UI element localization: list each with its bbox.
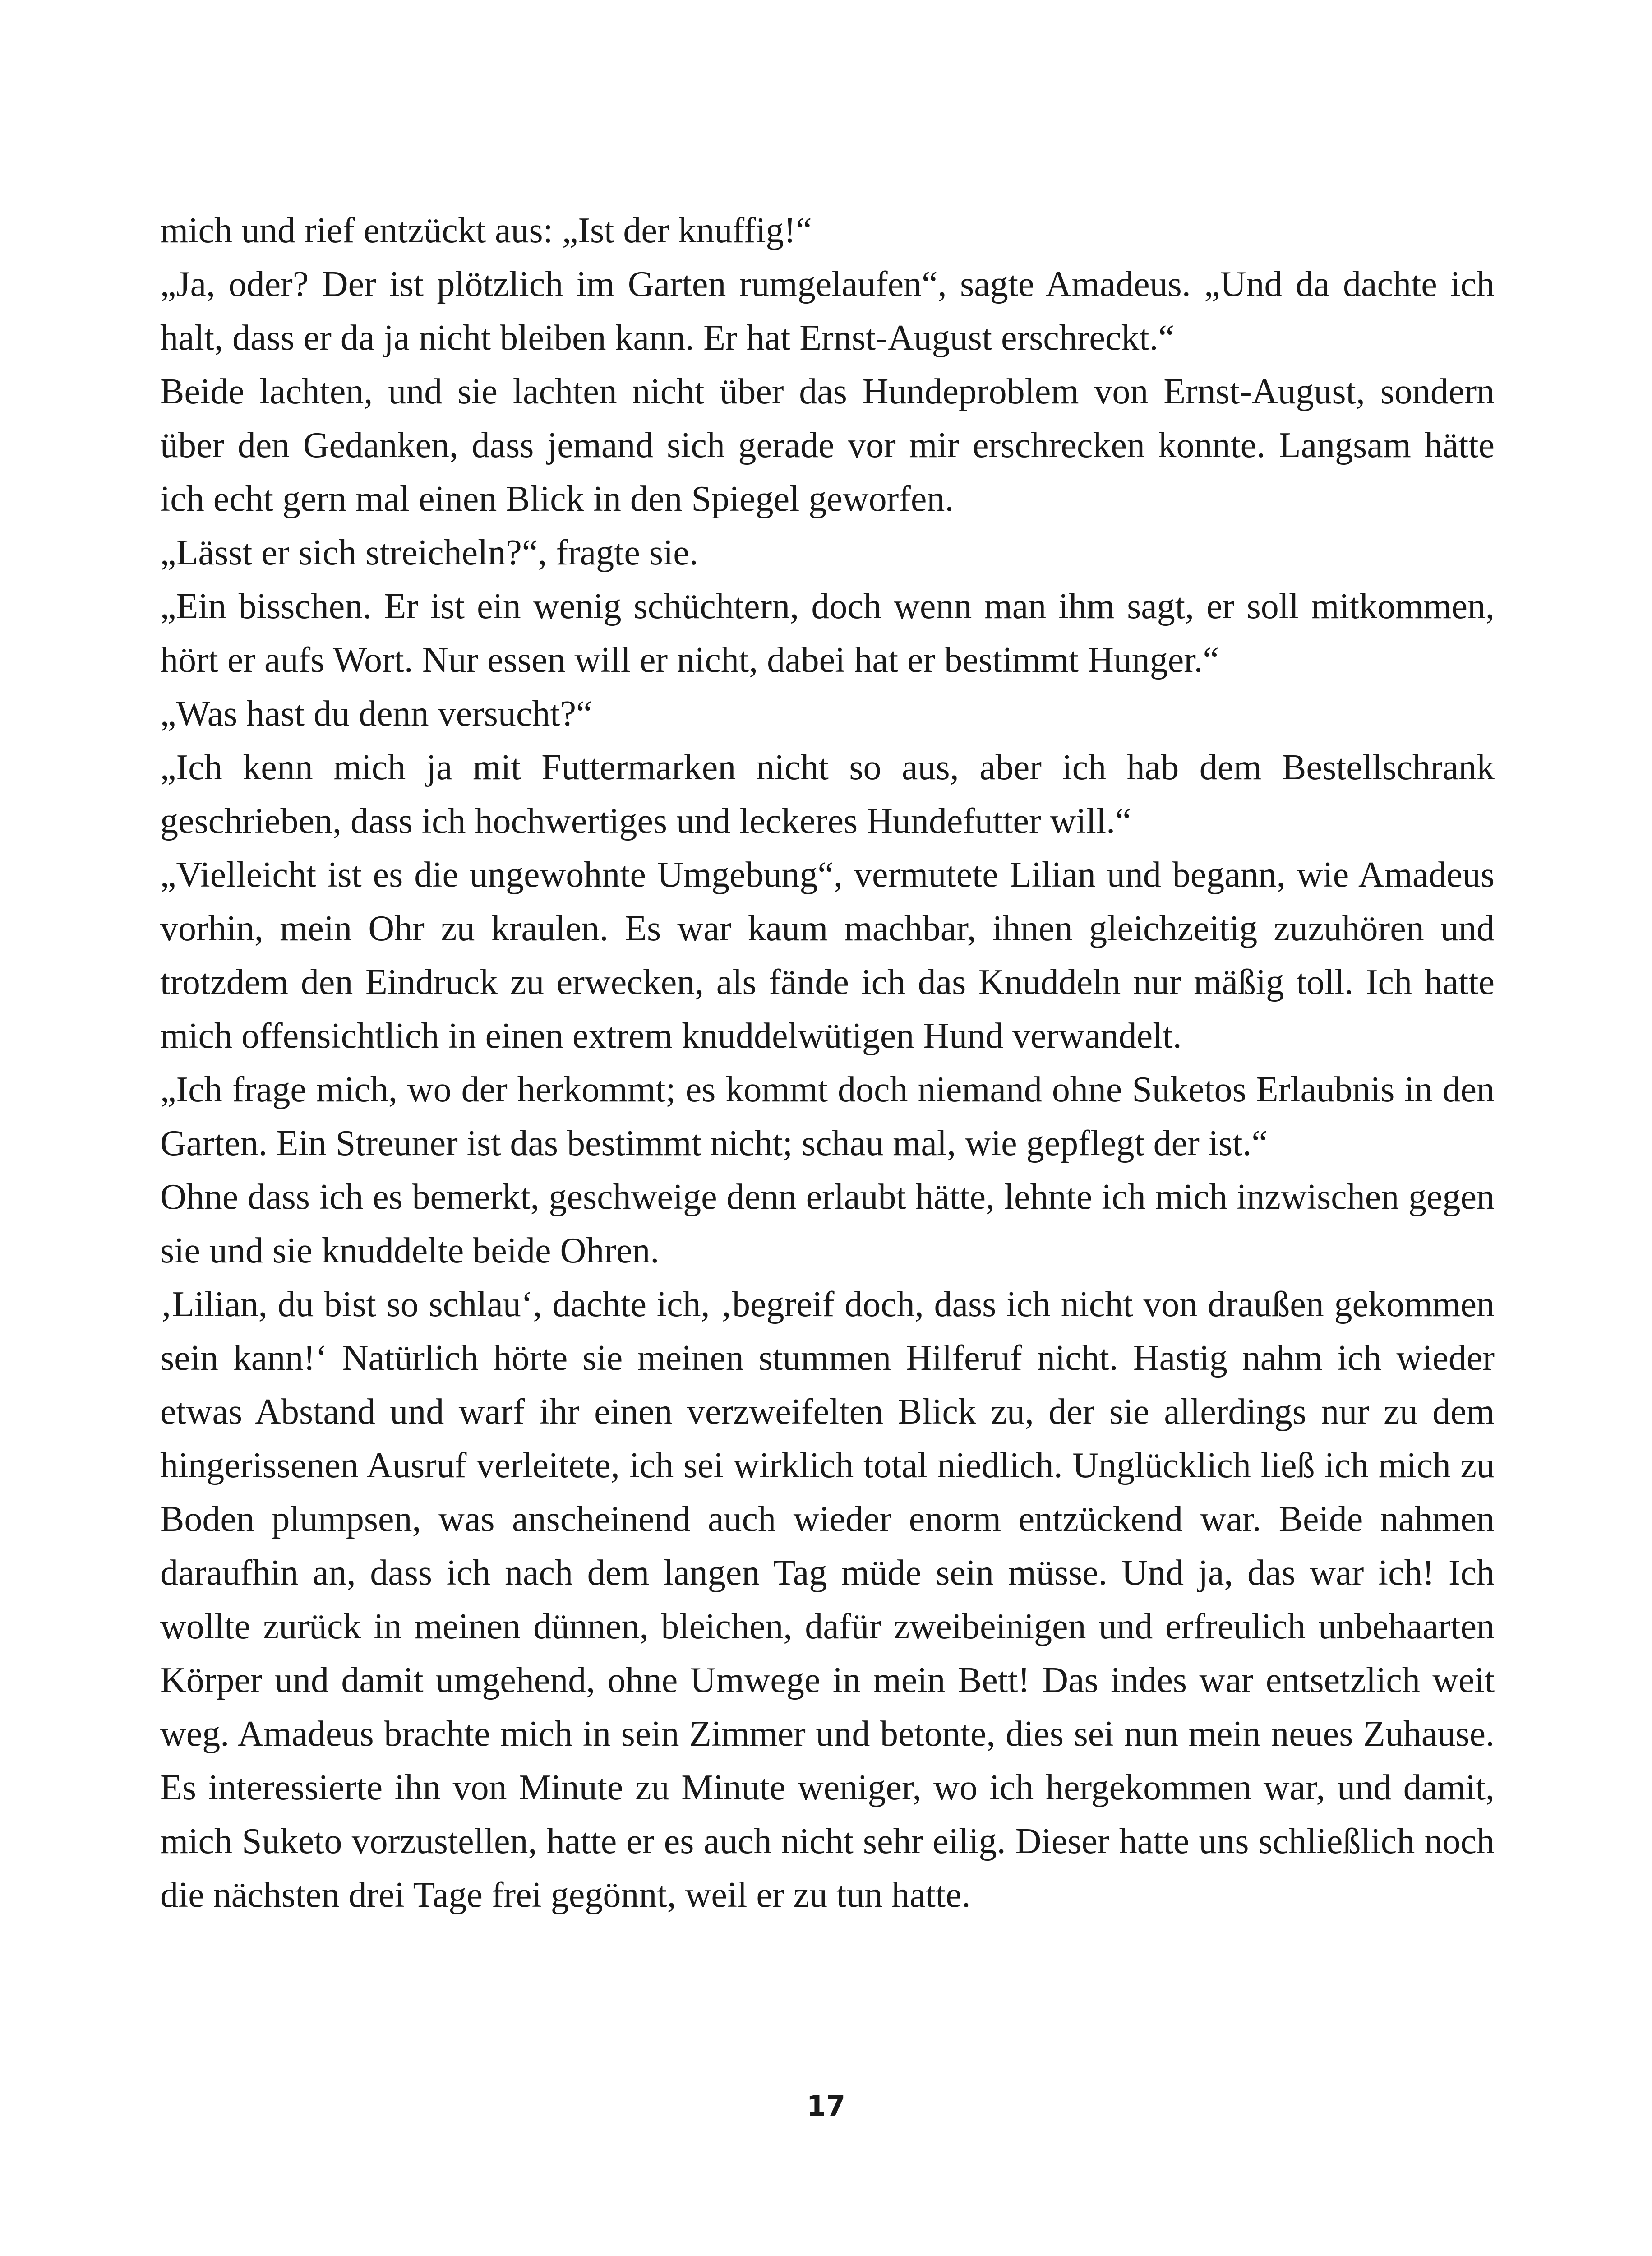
paragraph: Ohne dass ich es bemerkt, geschweige denn erlaubt hätte, lehnte ich mich inzwischen gegen sie und sie knuddelte beide Ohren.	[160, 1177, 1495, 1271]
paragraph: „Ein bisschen. Er ist ein wenig schüchtern, doch wenn man ihm sagt, er soll mitkommen, hört er aufs Wort. Nur essen will er nicht, dabei hat er bestimmt Hunger.“	[160, 587, 1495, 680]
paragraph: „Ja, oder? Der ist plötzlich im Garten rumgelaufen“, sagte Amadeus. „Und da dachte ich halt, dass er da ja nicht bleiben kann. Er hat Ernst-August erschreckt.“	[160, 264, 1495, 358]
paragraph: „Lässt er sich streicheln?“, fragte sie.	[160, 533, 698, 573]
paragraph: Beide lachten, und sie lachten nicht über das Hundeproblem von Ernst-August, sondern über den Gedanken, dass jemand sich gerade vor mir erschrecken konnte. Langsam hätte ich echt gern mal einen Blick in den Spiegel geworfen.	[160, 372, 1495, 519]
paragraph: ‚Lilian, du bist so schlau‘, dachte ich, ‚begreif doch, dass ich nicht von draußen gekommen sein kann!‘ Natürlich hörte sie meinen stummen Hilferuf nicht. Hastig nahm ich wieder etwas Abstand und warf ihr einen verzweifelten Blick zu, der sie allerdings nur zu dem hingerissenen Ausruf verleitete, ich sei wirklich total niedlich. Unglücklich ließ ich mich zu Boden plumpsen, was anscheinend auch wieder enorm entzückend war. Beide nahmen daraufhin an, dass ich nach dem langen Tag müde sein müsse. Und ja, das war ich! Ich wollte zurück in meinen dünnen, bleichen, dafür zweibeinigen und erfreulich unbehaarten Körper und damit umgehend, ohne Umwege in mein Bett! Das indes war entsetzlich weit weg. Amadeus brachte mich in sein Zimmer und betonte, dies sei nun mein neues Zuhause. Es interessierte ihn von Minute zu Minute weniger, wo ich hergekommen war, und damit, mich Suketo vorzustellen, hatte er es auch nicht sehr eilig. Dieser hatte uns schließlich noch die nächsten drei Tage frei gegönnt, weil er zu tun hatte.	[160, 1285, 1495, 1915]
paragraph: „Ich kenn mich ja mit Futtermarken nicht so aus, aber ich hab dem Bestellschrank geschrieben, dass ich hochwertiges und leckeres Hundefutter will.“	[160, 748, 1495, 841]
paragraph: „Ich frage mich, wo der herkommt; es kommt doch niemand ohne Suketos Erlaubnis in den Garten. Ein Streuner ist das bestimmt nicht; schau mal, wie gepflegt der ist.“	[160, 1070, 1495, 1163]
paragraph: „Vielleicht ist es die ungewohnte Umgebung“, vermutete Lilian und begann, wie Amadeus vorhin, mein Ohr zu kraulen. Es war kaum machbar, ihnen gleichzeitig zuzuhören und trotzdem den Eindruck zu erwecken, als fände ich das Knuddeln nur mäßig toll. Ich hatte mich offensichtlich in einen extrem knuddelwütigen Hund verwandelt.	[160, 855, 1495, 1056]
page-number: 17	[806, 2090, 846, 2122]
paragraph: mich und rief entzückt aus: „Ist der knuffig!“	[160, 211, 812, 250]
paragraph: „Was hast du denn versucht?“	[160, 694, 592, 734]
body-text	[160, 204, 1495, 1922]
